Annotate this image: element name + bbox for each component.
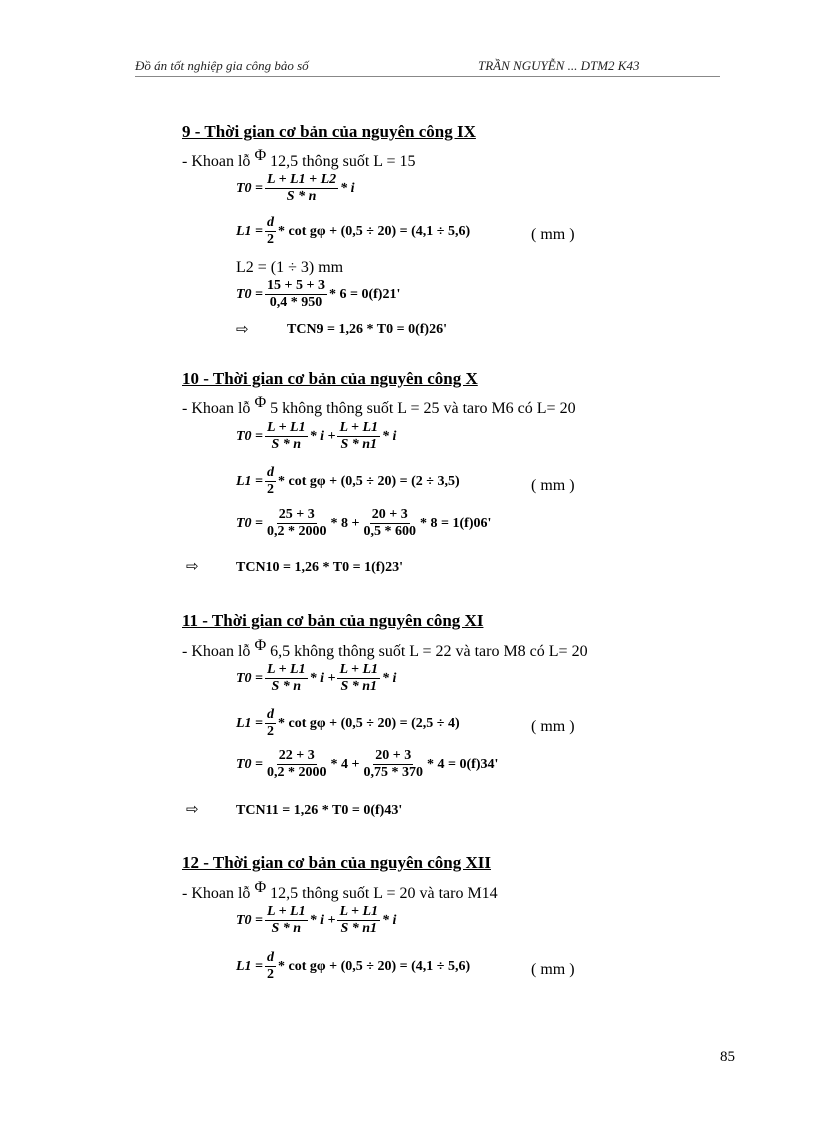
- numerator: L + L1: [339, 420, 379, 435]
- denominator: 2: [267, 482, 275, 497]
- section-11-desc: [182, 637, 588, 661]
- denominator: 2: [267, 967, 275, 982]
- t0-label: T0 =: [236, 180, 264, 196]
- formula-tail: * i: [340, 180, 355, 196]
- denominator: S * n1: [340, 437, 378, 452]
- header-right: TRẦN NGUYỄN ... DTM2 K43: [478, 58, 640, 73]
- fraction: [265, 465, 276, 498]
- formula-mid: * 8 +: [330, 515, 360, 531]
- formula-tail: * 4 = 0(f)34': [427, 756, 499, 772]
- denominator: S * n: [271, 437, 302, 452]
- header-left: Đồ án tốt nghiệp gia công bảo số: [135, 58, 309, 73]
- denominator: 0,5 * 600: [363, 524, 417, 539]
- formula-tail: * i: [382, 670, 397, 686]
- arrow-icon: ⇨: [186, 802, 199, 818]
- section-9-result: TCN9 = 1,26 * T0 = 0(f)26': [287, 322, 447, 337]
- fraction: [265, 420, 308, 453]
- section-9-heading: 9 - Thời gian cơ bản của nguyên công IX: [182, 122, 476, 141]
- fraction: [265, 950, 276, 983]
- unit-label: ( mm ): [531, 226, 575, 243]
- section-10-desc: [182, 394, 576, 418]
- arrow-icon: ⇨: [186, 559, 199, 575]
- unit-label: ( mm ): [531, 961, 575, 978]
- section-9-t0-formula: [236, 172, 355, 205]
- numerator: 22 + 3: [278, 748, 315, 763]
- numerator: 20 + 3: [371, 507, 408, 522]
- section-11-t0-formula: [236, 662, 396, 695]
- section-10-t0-formula: [236, 420, 396, 453]
- numerator: d: [267, 707, 275, 722]
- phi-symbol: Φ: [254, 637, 267, 654]
- numerator: L + L1: [339, 904, 379, 919]
- section-10-l1-formula: [236, 465, 460, 498]
- phi-symbol: Φ: [254, 394, 267, 411]
- t0-label: T0 =: [236, 286, 264, 302]
- fraction: [362, 748, 426, 781]
- denominator: 2: [267, 724, 275, 739]
- numerator: L + L1: [267, 662, 306, 677]
- numerator: L + L1: [267, 904, 306, 919]
- fraction: [265, 507, 329, 540]
- formula-tail: * cot gφ + (0,5 ÷ 20) = (2 ÷ 3,5): [278, 473, 460, 489]
- section-10-t0-calc: [236, 507, 491, 540]
- denominator: 0,4 * 950: [269, 295, 323, 310]
- denominator: 0,75 * 370: [363, 765, 424, 780]
- formula-mid: * i +: [309, 912, 336, 928]
- numerator: L + L1: [267, 420, 306, 435]
- desc-suffix: 12,5 thông suốt L = 15: [270, 153, 416, 170]
- numerator: 25 + 3: [278, 507, 315, 522]
- formula-mid: * i +: [309, 670, 336, 686]
- fraction: [337, 904, 380, 937]
- phi-symbol: Φ: [254, 879, 267, 896]
- formula-mid: * 4 +: [330, 756, 360, 772]
- t0-label: T0 =: [236, 428, 264, 444]
- formula-tail: * 8 = 1(f)06': [420, 515, 492, 531]
- l1-label: L1 =: [236, 958, 264, 974]
- unit-label: ( mm ): [531, 477, 575, 494]
- unit-label: ( mm ): [531, 718, 575, 735]
- t0-label: T0 =: [236, 515, 264, 531]
- section-9-l2: L2 = (1 ÷ 3) mm: [236, 259, 344, 276]
- desc-suffix: 5 không thông suốt L = 25 và taro M6 có L= 20: [270, 400, 576, 417]
- t0-label: T0 =: [236, 912, 264, 928]
- numerator: d: [267, 950, 275, 965]
- fraction: [337, 662, 380, 695]
- formula-tail: * i: [382, 428, 397, 444]
- formula-tail: * cot gφ + (0,5 ÷ 20) = (4,1 ÷ 5,6): [278, 958, 471, 974]
- l1-label: L1 =: [236, 223, 264, 239]
- desc-suffix: 12,5 thông suốt L = 20 và taro M14: [270, 885, 498, 902]
- denominator: S * n: [286, 189, 317, 204]
- fraction: [265, 662, 308, 695]
- section-12-t0-formula: [236, 904, 396, 937]
- fraction: [265, 172, 338, 205]
- fraction: [265, 278, 327, 311]
- numerator: L + L1 + L2: [267, 172, 337, 187]
- header-divider: [135, 76, 720, 77]
- denominator: S * n: [271, 679, 302, 694]
- formula-tail: * i: [382, 912, 397, 928]
- denominator: S * n1: [340, 679, 378, 694]
- fraction: [265, 707, 276, 740]
- section-9-desc: [182, 147, 416, 171]
- desc-prefix: - Khoan lỗ: [182, 643, 251, 660]
- denominator: S * n1: [340, 921, 378, 936]
- formula-mid: * i +: [309, 428, 336, 444]
- section-12-heading: 12 - Thời gian cơ bản của nguyên công XII: [182, 853, 491, 872]
- fraction: [265, 215, 276, 248]
- section-10-result: TCN10 = 1,26 * T0 = 1(f)23': [236, 560, 403, 575]
- section-11-l1-formula: [236, 707, 460, 740]
- l1-label: L1 =: [236, 715, 264, 731]
- fraction: [265, 748, 329, 781]
- formula-tail: * cot gφ + (0,5 ÷ 20) = (2,5 ÷ 4): [278, 715, 460, 731]
- numerator: d: [267, 465, 275, 480]
- section-12-desc: [182, 879, 498, 903]
- fraction: [265, 904, 308, 937]
- arrow-icon: ⇨: [236, 322, 249, 338]
- desc-suffix: 6,5 không thông suốt L = 22 và taro M8 có L= 20: [270, 643, 588, 660]
- section-11-result: TCN11 = 1,26 * T0 = 0(f)43': [236, 803, 403, 818]
- section-12-l1-formula: [236, 950, 470, 983]
- section-11-t0-calc: [236, 748, 498, 781]
- denominator: 0,2 * 2000: [267, 524, 327, 539]
- section-9-l1-formula: [236, 215, 470, 248]
- formula-tail: * cot gφ + (0,5 ÷ 20) = (4,1 ÷ 5,6): [278, 223, 471, 239]
- desc-prefix: - Khoan lỗ: [182, 400, 251, 417]
- fraction: [337, 420, 380, 453]
- section-11-heading: 11 - Thời gian cơ bản của nguyên công XI: [182, 611, 484, 630]
- numerator: 15 + 5 + 3: [267, 278, 325, 293]
- numerator: 20 + 3: [375, 748, 412, 763]
- desc-prefix: - Khoan lỗ: [182, 153, 251, 170]
- desc-prefix: - Khoan lỗ: [182, 885, 251, 902]
- numerator: d: [267, 215, 275, 230]
- denominator: 2: [267, 232, 275, 247]
- fraction: [362, 507, 419, 540]
- denominator: 0,2 * 2000: [267, 765, 327, 780]
- phi-symbol: Φ: [254, 147, 267, 164]
- formula-tail: * 6 = 0(f)21': [329, 286, 401, 302]
- t0-label: T0 =: [236, 756, 264, 772]
- section-9-t0-calc: [236, 278, 400, 311]
- denominator: S * n: [271, 921, 302, 936]
- l1-label: L1 =: [236, 473, 264, 489]
- page-number: 85: [720, 1049, 735, 1065]
- section-10-heading: 10 - Thời gian cơ bản của nguyên công X: [182, 369, 478, 388]
- numerator: L + L1: [339, 662, 379, 677]
- t0-label: T0 =: [236, 670, 264, 686]
